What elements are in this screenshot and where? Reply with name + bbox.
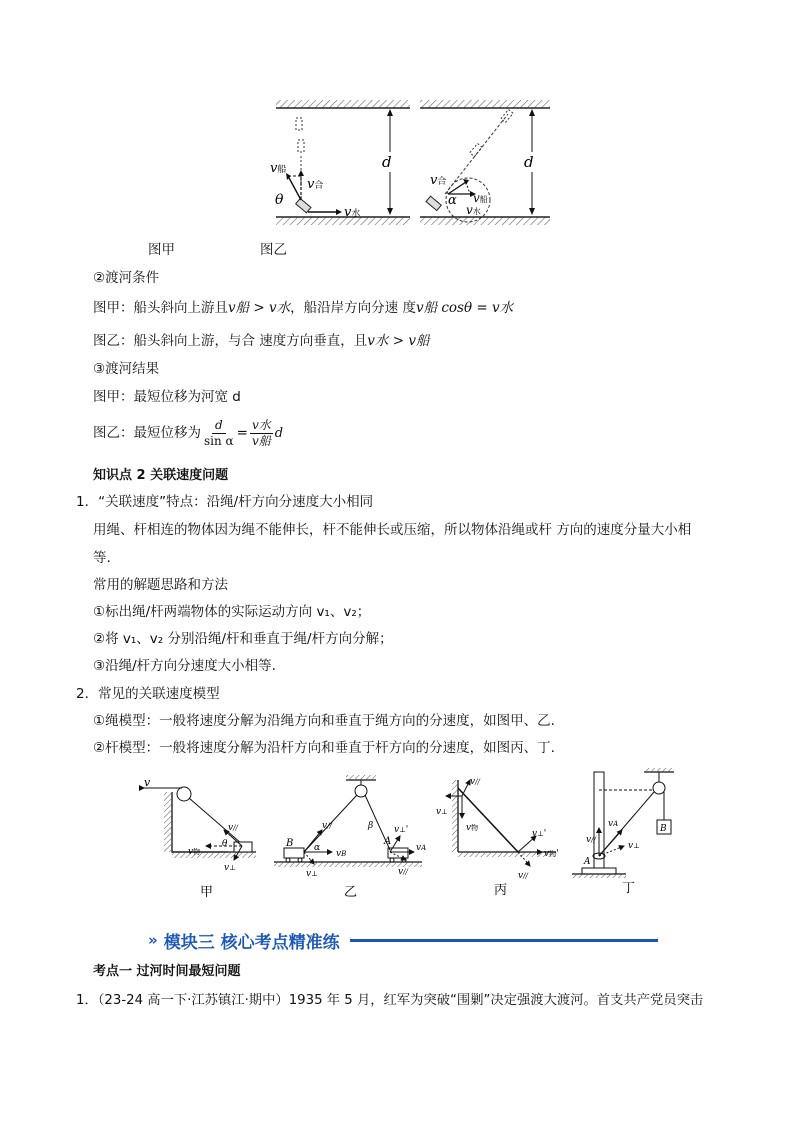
module-header (148, 928, 658, 952)
double-chevron-icon: » (148, 931, 158, 949)
yi-label-beta: β (368, 821, 374, 831)
river-crossing-figure (270, 96, 555, 231)
exam-point-title: 考点一 过河时间最短问题 (93, 964, 241, 979)
ding-label-vperp: v⊥ (628, 841, 640, 851)
yi-label-vperp: v⊥ (306, 869, 318, 879)
ding-label-B: B (660, 824, 667, 834)
bing-label-vpar-prime: v// (518, 871, 528, 881)
condition-line-1: 图甲：船头斜向上游且v船 > v水，船沿岸方向分速 度v船 cosθ = v水 (93, 300, 514, 316)
label-d-right: d (524, 153, 534, 171)
caption-ding: 丁 (622, 881, 636, 896)
yi-label-alpha: α (314, 843, 321, 853)
ding-label-vpar: v// (586, 835, 596, 845)
label-v-water-left: v水 (344, 205, 361, 220)
label-v-boat-left: v船 (270, 161, 287, 176)
caption-jia: 甲 (200, 885, 214, 900)
yi-label-vpar: v// (322, 821, 332, 831)
jia-label-vobj: v物 (188, 847, 201, 857)
label-d-left: d (382, 153, 392, 171)
yi-label-vperp-prime: v⊥' (394, 825, 409, 835)
bing-label-vobj: v物 (466, 823, 479, 833)
panel-left (270, 100, 410, 225)
condition-inequality-1: v船 > v水 (228, 300, 291, 316)
kp-method-3: ③沿绳/杆方向分速度大小相等. (93, 658, 276, 674)
model-bing (436, 777, 559, 881)
label-v-water-right: v水 (466, 203, 481, 217)
bing-label-vperp-prime: v⊥' (532, 829, 547, 839)
kp-item-1: 1．“关联速度”特点：沿绳/杆方向分速度大小相同 (76, 494, 374, 510)
caption-yi: 乙 (344, 885, 358, 900)
caption-fig-yi: 图乙 (260, 242, 287, 258)
kp-model-2: ②杆模型：一般将速度分解为沿杆方向和垂直于杆方向的分速度，如图丙、丁. (93, 740, 555, 756)
model-jia (144, 776, 256, 873)
related-velocity-figure (136, 766, 696, 901)
yi-label-vB: vB (336, 849, 347, 859)
label-theta: θ (275, 192, 284, 208)
fraction-vwater-over-vboat: v水 v船 (251, 417, 271, 448)
jia-label-theta: θ (222, 839, 228, 849)
bing-label-vpar: v// (470, 777, 480, 787)
label-v-combined-left: v合 (307, 177, 324, 192)
result-line-1: 图甲：最短位移为河宽 d (93, 389, 241, 405)
caption-fig-jia: 图甲 (148, 242, 175, 258)
kp-method-2: ②将 v₁、v₂ 分别沿绳/杆和垂直于绳/杆方向分解； (93, 631, 393, 647)
yi-label-vA: vA (416, 843, 427, 853)
module-title: 模块三 核心考点精准练 (163, 932, 340, 953)
jia-label-vpar: v// (228, 823, 238, 833)
bing-label-vperp: v⊥ (436, 807, 448, 817)
kp-item-1-text-a: 用绳、杆相连的物体因为绳不能伸长，杆不能伸长或压缩，所以物体沿绳或杆 方向的速度分量大小相 (93, 522, 692, 538)
model-ding (572, 768, 674, 878)
kp-item-2: 2．常见的关联速度模型 (76, 686, 220, 702)
fraction-d-over-sin: $\frac{d}{\text{sin α}}$ (204, 417, 234, 448)
ding-label-A: A (584, 857, 591, 867)
heading-crossing-condition: ②渡河条件 (93, 270, 160, 286)
condition-equation-1: v船 cosθ = v水 (415, 300, 514, 316)
kp-method-1: ①标出绳/杆两端物体的实际运动方向 v₁、v₂； (93, 604, 371, 620)
knowledge-point-title: 知识点 2 关联速度问题 (93, 468, 229, 483)
heading-crossing-result: ③渡河结果 (93, 361, 160, 377)
yi-label-B: B (286, 838, 294, 849)
jia-label-vperp: v⊥ (224, 863, 236, 873)
kp-item-1-text-b: 等. (93, 550, 111, 566)
question-1: 1．（23-24 高一下·江苏镇江·期中）1935 年 5 月，红军为突破“围剿”决定强渡大渡河。首支共产党员突击 (76, 993, 704, 1008)
ding-label-vA: vA (608, 819, 619, 829)
module-divider (350, 939, 658, 942)
yi-label-vpar-prime: v// (398, 867, 408, 877)
kp-methods-heading: 常用的解题思路和方法 (93, 577, 228, 593)
bing-label-vobj-prime: v物' (544, 849, 559, 859)
kp-model-1: ①绳模型：一般将速度分解为沿绳方向和垂直于绳方向的分速度，如图甲、乙. (93, 713, 555, 729)
result-line-2: 图乙：最短位移为 $\frac{d}{\text{sin α}}$ = v水 v船 d (93, 417, 284, 448)
condition-line-2: 图乙：船头斜向上游，与合 速度方向垂直，且v水 > v船 (93, 333, 430, 349)
condition-inequality-2: v水 > v船 (367, 333, 430, 349)
yi-label-A: A (384, 836, 392, 847)
caption-bing: 丙 (494, 883, 508, 898)
jia-label-v: v (144, 776, 151, 789)
label-v-boat-right: v船 (473, 191, 488, 205)
panel-right (420, 100, 550, 225)
label-v-combined-right: v合 (430, 173, 447, 188)
model-yi (274, 775, 426, 879)
label-alpha: α (448, 193, 457, 208)
